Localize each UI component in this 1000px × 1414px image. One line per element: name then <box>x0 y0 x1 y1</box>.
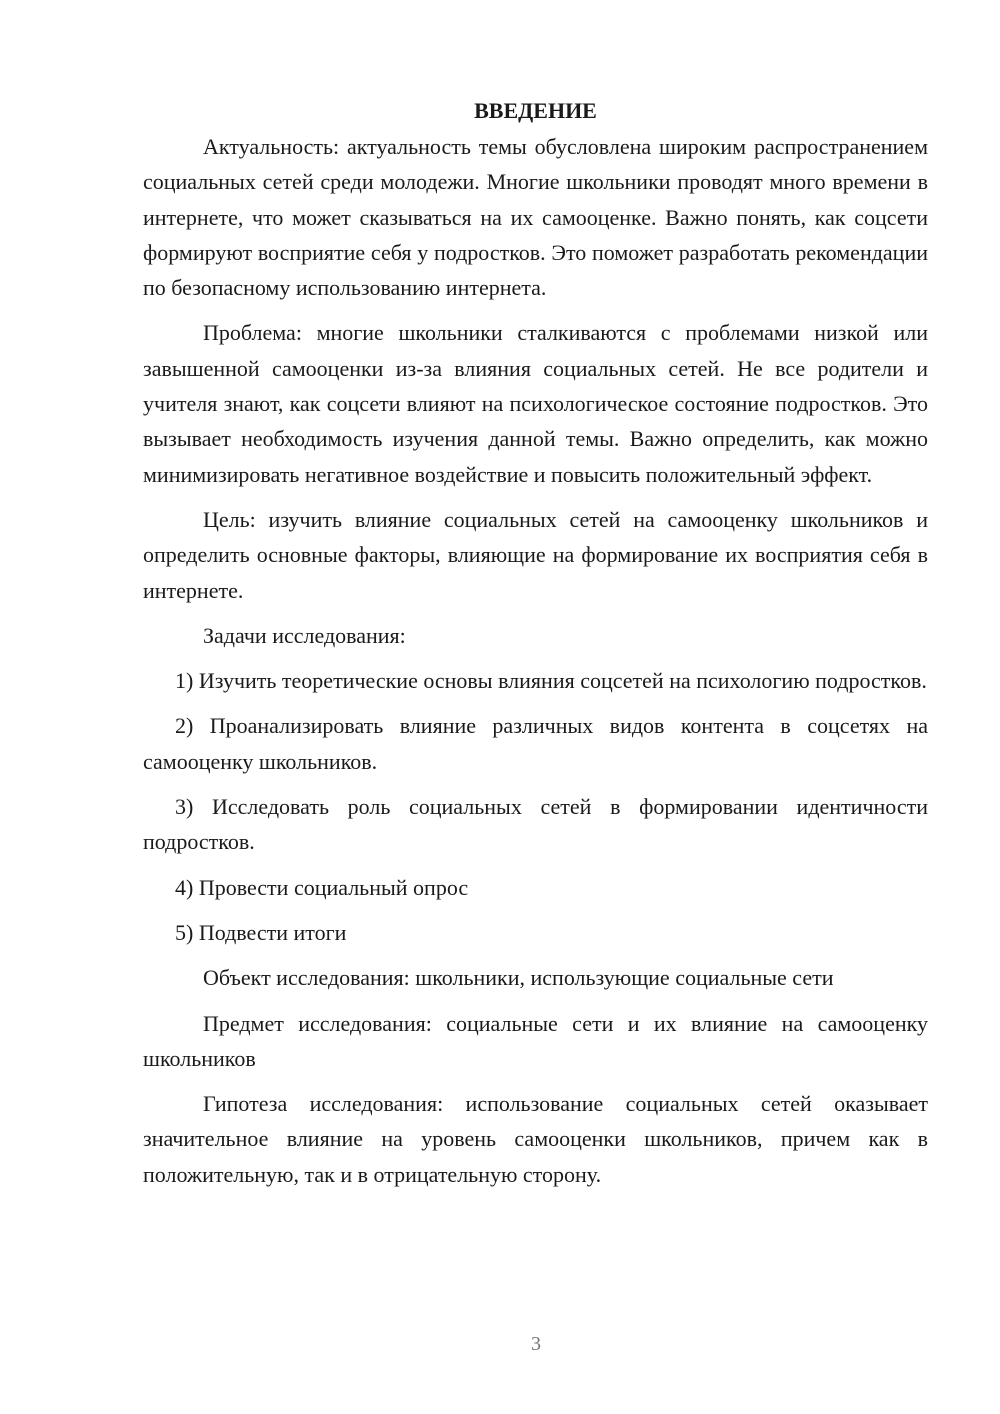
paragraph-relevance: Актуальность: актуальность темы обусловлена широким распространением социальных сетей среди молодежи. Многие школьники проводят много времени в интернете, что может сказываться на их самооценке. Важно понять, как соцсети формируют восприятие себя у подростков. Это поможет разработать рекомендации по безопасному использованию интернета. <box>143 134 928 301</box>
task-item-4: 4) Провести социальный опрос <box>175 874 469 900</box>
document-page <box>143 96 928 1192</box>
paragraph-hypothesis: Гипотеза исследования: использование социальных сетей оказывает значительное влияние на уровень самооценки школьников, причем как в положительную, так и в отрицательную сторону. <box>143 1091 928 1187</box>
tasks-heading: Задачи исследования: <box>203 622 406 648</box>
task-item-3: 3) Исследовать роль социальных сетей в формировании идентичности подростков. <box>143 794 928 855</box>
paragraph-goal: Цель: изучить влияние социальных сетей на самооценку школьников и определить основные факторы, влияющие на формирование их восприятия себя в интернете. <box>143 506 928 603</box>
paragraph-problem: Проблема: многие школьники сталкиваются с проблемами низкой или завышенной самооценки из-за влияния социальных сетей. Не все родители и учителя знают, как соцсети влияют на психологическое состояние подростков. Это вызывает необходимость изучения данной темы. Важно определить, как можно минимизировать негативное воздействие и повысить положительный эффект. <box>143 320 928 487</box>
section-title: ВВЕДЕНИЕ <box>474 98 597 123</box>
paragraph-subject: Предмет исследования: социальные сети и их влияние на самооценку школьников <box>143 1010 928 1071</box>
page-number: 3 <box>531 1333 541 1355</box>
task-item-1: 1) Изучить теоретические основы влияния соцсетей на психологию подростков. <box>175 668 927 694</box>
task-item-2: 2) Проанализировать влияние различных видов контента в соцсетях на самооценку школьников. <box>143 713 928 774</box>
task-item-5: 5) Подвести итоги <box>175 919 347 945</box>
paragraph-object: Объект исследования: школьники, использующие социальные сети <box>203 965 834 991</box>
